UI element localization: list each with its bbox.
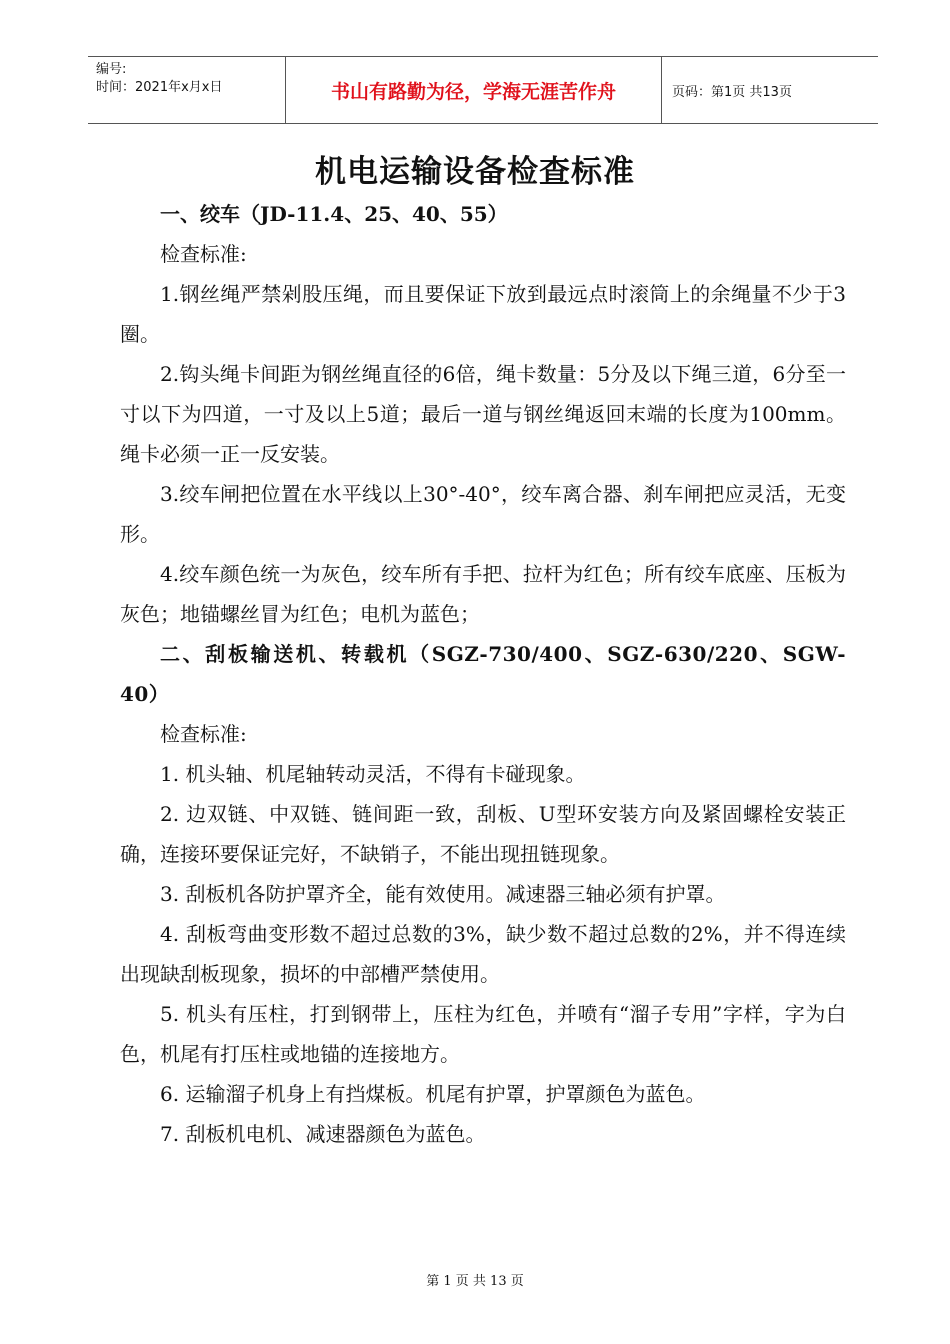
paragraph: 1. 机头轴、机尾轴转动灵活，不得有卡碰现象。 (160, 762, 586, 786)
paragraph: 3. 刮板机各防护罩齐全，能有效使用。减速器三轴必须有护罩。 (160, 882, 726, 906)
section-heading-winch: 一、绞车（JD-11.4、25、40、55） (160, 202, 508, 226)
paragraph: 5. 机头有压柱，打到钢带上，压柱为红色，并喷有“溜子专用”字样，字为白色，机尾有打压柱或地锚的连接地方。 (120, 1002, 846, 1066)
page-footer: 第 1 页 共 13 页 (426, 1274, 524, 1289)
paragraph: 7. 刮板机电机、减速器颜色为蓝色。 (160, 1122, 486, 1146)
number-label: 编号: (96, 62, 127, 77)
header-motto: 书山有路勤为径，学海无涯苦作舟 (286, 57, 662, 123)
paragraph: 4. 刮板弯曲变形数不超过总数的3%，缺少数不超过总数的2%，并不得连续出现缺刮板现象，损坏的中部槽严禁使用。 (120, 922, 846, 986)
time-label: 时间：2021年x月x日 (96, 80, 223, 95)
section-heading-conveyor: 二、刮板输送机、转载机（SGZ-730/400、SGZ-630/220、SGW-40） (120, 642, 846, 706)
paragraph: 2.钩头绳卡间距为钢丝绳直径的6倍，绳卡数量：5分及以下绳三道，6分至一寸以下为四道，一寸及以上5道；最后一道与钢丝绳返回末端的长度为100mm。绳卡必须一正一反安装。 (120, 362, 846, 466)
paragraph: 检查标准: (160, 722, 247, 746)
header-meta (88, 57, 286, 123)
paragraph: 6. 运输溜子机身上有挡煤板。机尾有护罩，护罩颜色为蓝色。 (160, 1082, 706, 1106)
paragraph: 2. 边双链、中双链、链间距一致，刮板、U型环安装方向及紧固螺栓安装正确，连接环要保证完好，不缺销子，不能出现扭链现象。 (120, 802, 846, 866)
paragraph: 1.钢丝绳严禁剁股压绳，而且要保证下放到最远点时滚筒上的余绳量不少于3圈。 (120, 282, 846, 346)
document-header (88, 56, 878, 124)
document-title: 机电运输设备检查标准 (315, 154, 635, 190)
paragraph: 3.绞车闸把位置在水平线以上30°-40°，绞车离合器、刹车闸把应灵活，无变形。 (120, 482, 846, 546)
header-page-info: 页码：第1页 共13页 (672, 84, 792, 100)
paragraph: 检查标准: (160, 242, 247, 266)
document-body (120, 194, 846, 1154)
paragraph: 4.绞车颜色统一为灰色，绞车所有手把、拉杆为红色；所有绞车底座、压板为灰色；地锚螺丝冒为红色；电机为蓝色； (120, 562, 846, 626)
